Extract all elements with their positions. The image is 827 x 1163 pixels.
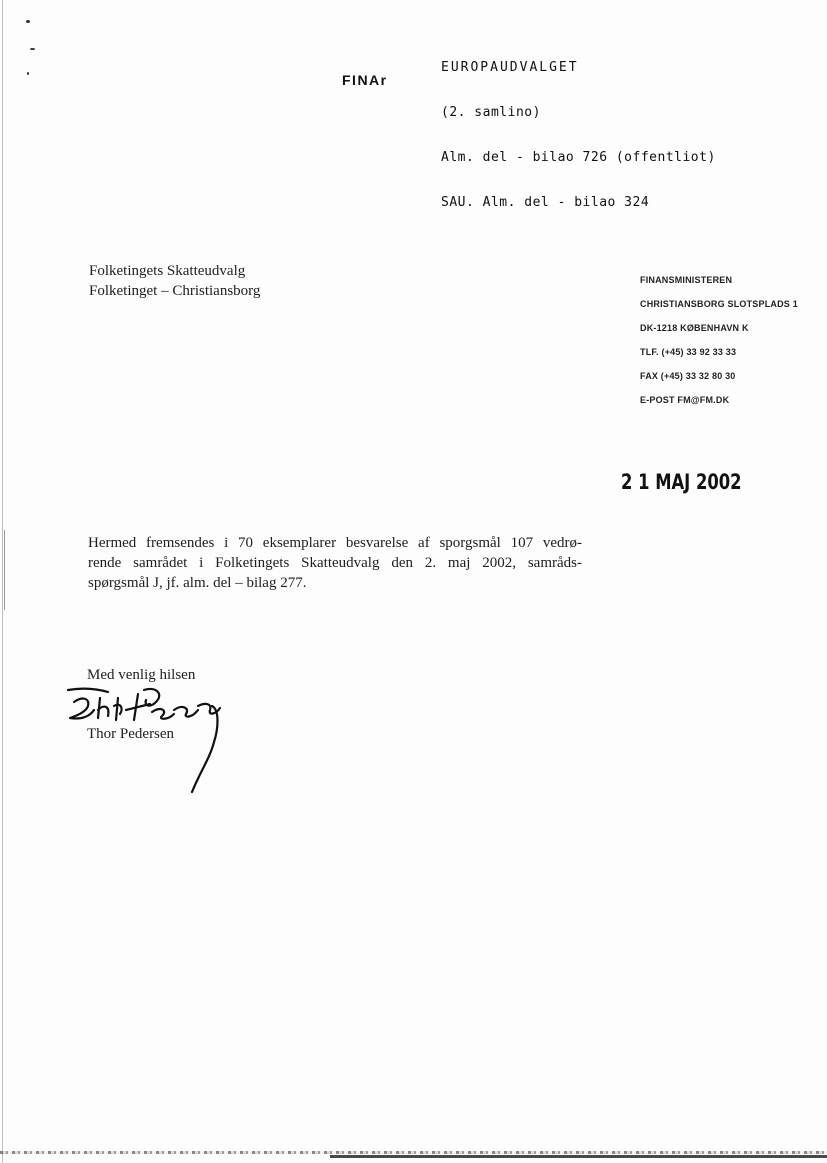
letter-body <box>88 533 582 593</box>
recipient-committee: Folketingets Skatteudvalg <box>89 263 246 279</box>
stamp-line-eu-reference: Alm. del - bilao 726 (offentliot) <box>441 150 716 165</box>
closing-greeting: Med venlig hilsen <box>87 667 196 683</box>
sender-street: CHRISTIANSBORG SLOTSPLADS 1 <box>640 299 798 309</box>
sender-phone: TLF. (+45) 33 92 33 33 <box>640 347 737 357</box>
letterhead-fragment: FINAr <box>342 72 388 88</box>
body-line: spørgsmål J, jf. alm. del – bilag 277. <box>88 575 307 591</box>
stamp-line-sau-reference: SAU. Alm. del - bilao 324 <box>441 195 650 210</box>
registration-stamp <box>441 30 716 240</box>
body-line: rende samrådet i Folketingets Skatteudvalg den 2. maj 2002, samråds- <box>88 555 582 571</box>
sender-name: FINANSMINISTEREN <box>640 275 733 285</box>
scan-edge-left <box>2 0 3 1163</box>
stamp-line-session: (2. samlino) <box>441 105 541 120</box>
scan-speck <box>26 20 30 23</box>
sender-fax: FAX (+45) 33 32 80 30 <box>640 371 736 381</box>
scan-speck <box>30 48 35 50</box>
sender-letterhead <box>640 268 798 412</box>
recipient-location: Folketinget – Christiansborg <box>89 283 261 299</box>
sender-postal: DK-1218 KØBENHAVN K <box>640 323 749 333</box>
scan-speck <box>27 72 29 75</box>
recipient-address <box>89 261 260 301</box>
stamp-line-committee: EUROPAUDVALGET <box>441 60 579 75</box>
body-line: Hermed fremsendes i 70 eksemplarer besvarelse af sporgsmål 107 vedrø- <box>88 535 582 551</box>
scan-edge-bottom <box>0 1151 827 1154</box>
sender-email: E-POST FM@FM.DK <box>640 395 730 405</box>
scan-edge-mark <box>4 530 5 610</box>
scan-edge-bottom-right <box>330 1155 827 1158</box>
date-stamp: 2 1 MAJ 2002 <box>621 470 742 494</box>
signer-name: Thor Pedersen <box>87 726 175 742</box>
